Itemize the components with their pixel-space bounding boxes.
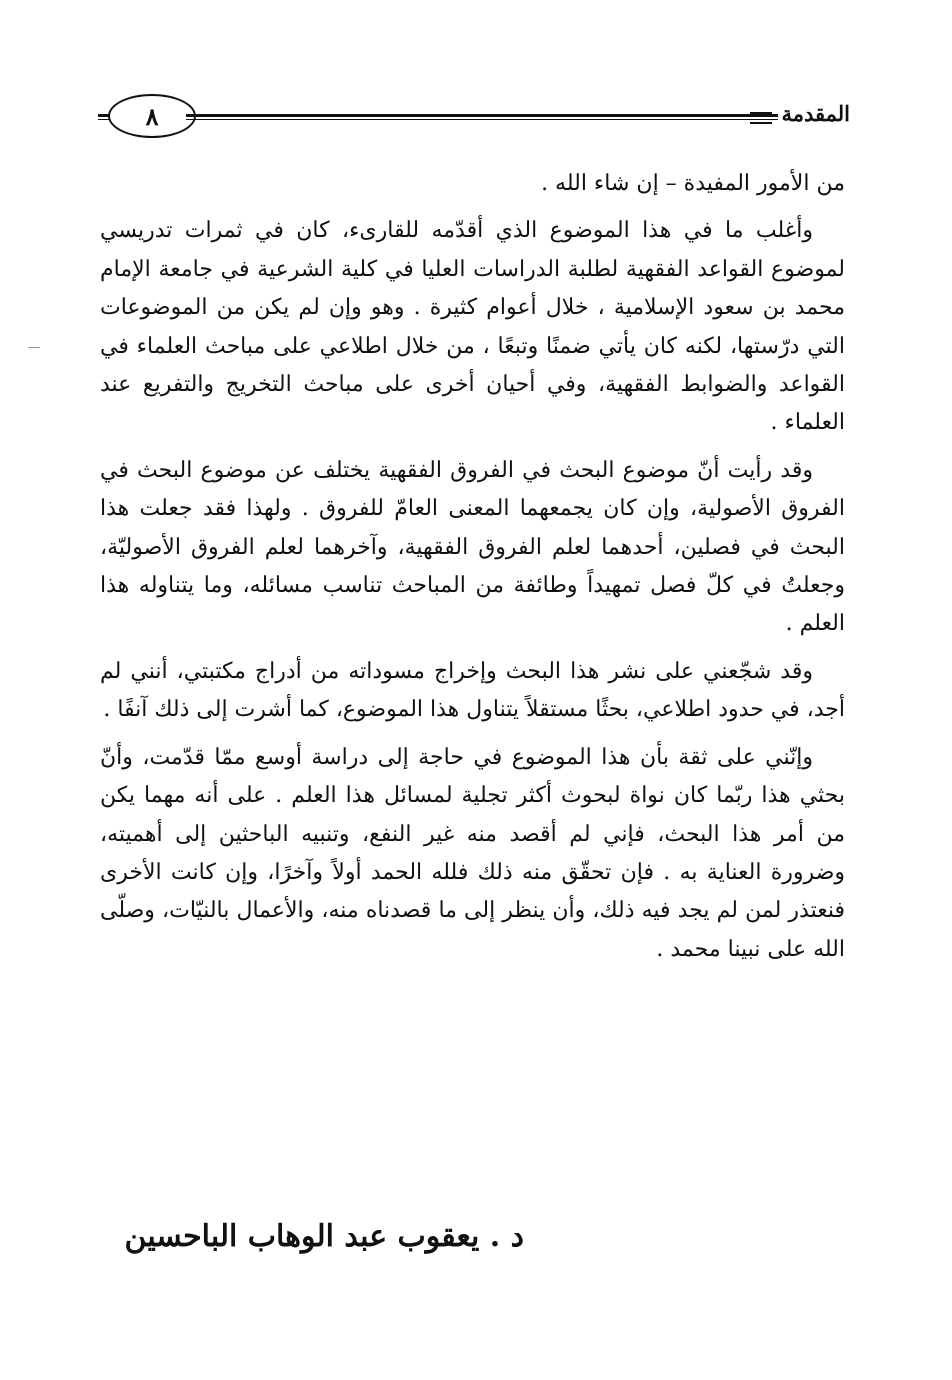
author-signature: د . يعقوب عبد الوهاب الباحسين	[124, 1219, 524, 1254]
body-text	[100, 165, 845, 978]
margin-mark	[28, 347, 40, 348]
paragraph-3: وقد رأيت أنّ موضوع البحث في الفروق الفقهية يختلف عن موضوع البحث في الفروق الأصولية، وإن كان يجمعهما المعنى العامّ للفروق . ولهذا فقد جعلت هذا البحث في فصلين، أحدهما لعلم الفروق الفقهية، وآخرهما لعلم الفروق الأصوليّة، وجعلتُ في كلّ فصل تمهيداً وطائفة من المباحث تناسب مسائله، وما يتناوله هذا العلم .	[100, 457, 845, 637]
title-ornament	[750, 112, 772, 124]
paragraph-5: وإنّني على ثقة بأن هذا الموضوع في حاجة إلى دراسة أوسع ممّا قدّمت، وأنّ بحثي هذا ربّما كان نواة لبحوث أكثر تجلية لمسائل هذا العلم . على أنه مهما يكن من أمر هذا البحث، فإني لم أقصد منه غير النفع، وتنبيه الباحثين إلى أهميته، وضرورة العناية به . فإن تحقّق منه ذلك فلله الحمد أولاً وآخرًا، وإن كانت الأخرى فنعتذر لمن لم يجد فيه ذلك، وأن ينظر إلى ما قصدناه منه، والأعمال بالنيّات، وصلّى الله على نبينا محمد .	[100, 744, 845, 962]
header-rule-right	[186, 114, 778, 120]
paragraph-1: من الأمور المفيدة – إن شاء الله .	[541, 171, 845, 196]
paragraph-2: وأغلب ما في هذا الموضوع الذي أقدّمه للقارىء، كان في ثمرات تدريسي لموضوع القواعد الفقهية لطلبة الدراسات العليا في كلية الشرعية في جامعة الإمام محمد بن سعود الإسلامية ، خلال أعوام كثيرة . وهو وإن لم يكن من الموضوعات التي درّستها، لكنه كان يأتي ضمنًا وتبعًا ، من خلال اطلاعي على مباحث العلماء في القواعد والضوابط الفقهية، وفي أحيان أخرى على مباحث التخريج والتفريع عند العلماء .	[100, 218, 845, 436]
running-title: المقدمة	[781, 101, 850, 126]
page-number: ٨	[108, 94, 196, 138]
paragraph-4: وقد شجّعني على نشر هذا البحث وإخراج مسوداته من أدراج مكتبتي، أنني لم أجد، في حدود اطلاعي، بحثًا مستقلاً يتناول هذا الموضوع، كما أشرت إلى ذلك آنفًا .	[100, 658, 845, 723]
page-header	[98, 92, 850, 142]
